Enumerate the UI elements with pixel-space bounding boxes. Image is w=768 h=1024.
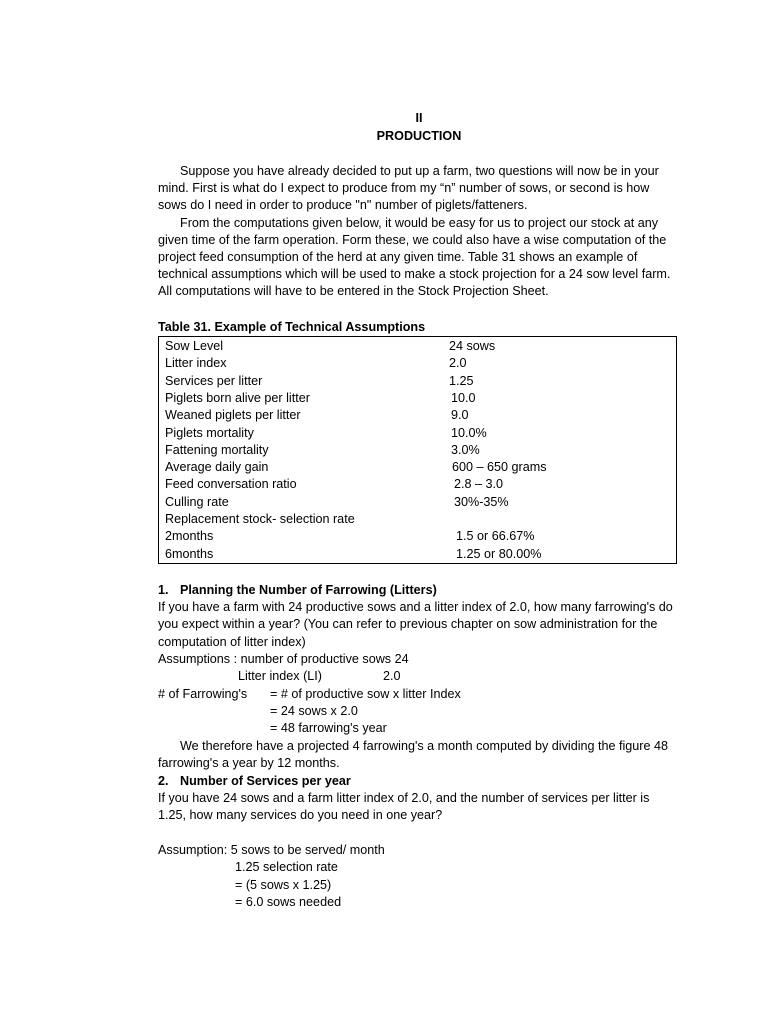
- row-value: 30%-35%: [454, 494, 509, 509]
- row-label: 2months: [165, 529, 214, 544]
- litter-index-label: Litter index (LI): [238, 669, 322, 683]
- section-1-conclusion: [158, 738, 680, 772]
- row-label: Weaned piglets per litter: [165, 408, 301, 423]
- section-2-heading: [158, 773, 680, 790]
- table-caption: Table 31. Example of Technical Assumptions: [158, 320, 426, 334]
- section-1-title: Planning the Number of Farrowing (Litters): [180, 583, 437, 597]
- section-1-body: If you have a farm with 24 productive sows and a litter index of 2.0, how many farrowing's do you expect within a year? (You can refer to previous chapter on sow administration for the computation of litter index): [158, 600, 673, 649]
- table-row: [165, 528, 673, 545]
- row-value: 1.5 or 66.67%: [456, 529, 535, 544]
- table-row: [165, 546, 673, 563]
- equation-line-3: = 48 farrowing's year: [270, 721, 387, 735]
- chapter-title: PRODUCTION: [376, 129, 462, 143]
- farrowing-label: # of Farrowing's: [158, 687, 248, 701]
- row-label: Replacement stock- selection rate: [165, 512, 355, 526]
- row-value: 2.8 – 3.0: [454, 477, 504, 492]
- section-2-body: If you have 24 sows and a farm litter index of 2.0, and the number of services per litter is 1.25, how many services do you need in one year?: [158, 791, 650, 823]
- row-value: 9.0: [451, 408, 469, 423]
- table-row: [165, 511, 673, 528]
- conclusion-paragraph: We therefore have a projected 4 farrowing's a month computed by dividing the figure 48 farrowing's a year by 12 months.: [158, 739, 669, 771]
- row-label: Culling rate: [165, 494, 229, 509]
- row-label: Services per litter: [165, 373, 263, 388]
- section-2-number: 2.: [158, 774, 169, 788]
- row-value: 1.25: [449, 373, 474, 388]
- row-value: 1.25 or 80.00%: [456, 546, 542, 561]
- row-label: Sow Level: [165, 339, 224, 353]
- table-row: [165, 459, 673, 476]
- row-value: 24 sows: [449, 339, 496, 353]
- row-value: 10.0%: [451, 425, 487, 440]
- section-1-heading: [158, 582, 680, 599]
- calc-line-2: = (5 sows x 1.25): [235, 878, 332, 892]
- chapter-number: II: [415, 111, 423, 125]
- row-value: 600 – 650 grams: [452, 460, 547, 475]
- row-value: 2.0: [449, 356, 467, 371]
- table-row: [165, 442, 673, 459]
- table-row: [165, 407, 673, 424]
- section-1: [158, 582, 680, 668]
- calc-line-3: = 6.0 sows needed: [235, 895, 342, 909]
- equation-line-2: = 24 sows x 2.0: [270, 704, 358, 718]
- assumption-line: Assumption: 5 sows to be served/ month: [158, 843, 385, 857]
- table-row: [165, 494, 673, 511]
- row-label: Average daily gain: [165, 460, 269, 475]
- row-label: Feed conversation ratio: [165, 477, 297, 492]
- row-value: 10.0: [451, 390, 476, 405]
- row-label: Piglets mortality: [165, 425, 254, 440]
- assumptions-table: [158, 336, 677, 564]
- row-label: Litter index: [165, 356, 227, 371]
- litter-index-value: 2.0: [383, 669, 401, 683]
- row-value: 3.0%: [451, 442, 480, 457]
- table-row: [165, 355, 673, 372]
- row-label: Fattening mortality: [165, 442, 269, 457]
- table-row: [165, 373, 673, 390]
- intro-text: [158, 163, 680, 301]
- row-label: Piglets born alive per litter: [165, 390, 310, 405]
- table-row: [165, 476, 673, 493]
- section-2: [158, 773, 680, 825]
- table-row: [165, 338, 673, 355]
- table-row: [165, 390, 673, 407]
- equation-line-1: = # of productive sow x litter Index: [270, 687, 461, 701]
- calc-line-1: 1.25 selection rate: [235, 860, 338, 874]
- row-label: 6months: [165, 546, 214, 561]
- section-2-title: Number of Services per year: [180, 774, 351, 788]
- assumptions-line: Assumptions : number of productive sows 24: [158, 651, 409, 666]
- table-row: [165, 425, 673, 442]
- intro-paragraph-1: Suppose you have already decided to put up a farm, two questions will now be in your mind. First is what do I expect to produce from my “n” number of sows, or second is how sows do I need in order to produce "n" number of piglets/fatteners.: [158, 164, 659, 213]
- section-1-number: 1.: [158, 583, 169, 597]
- intro-paragraph-2: From the computations given below, it would be easy for us to project our stock at any given time of the farm operation. Form these, we could also have a wise computation of the project feed consumption of the herd at any given time. Table 31 shows an example of technical assumptions which will be used to make a stock projection for a 24 sow level farm. All computations will have to be entered in the Stock Projection Sheet.: [158, 215, 671, 299]
